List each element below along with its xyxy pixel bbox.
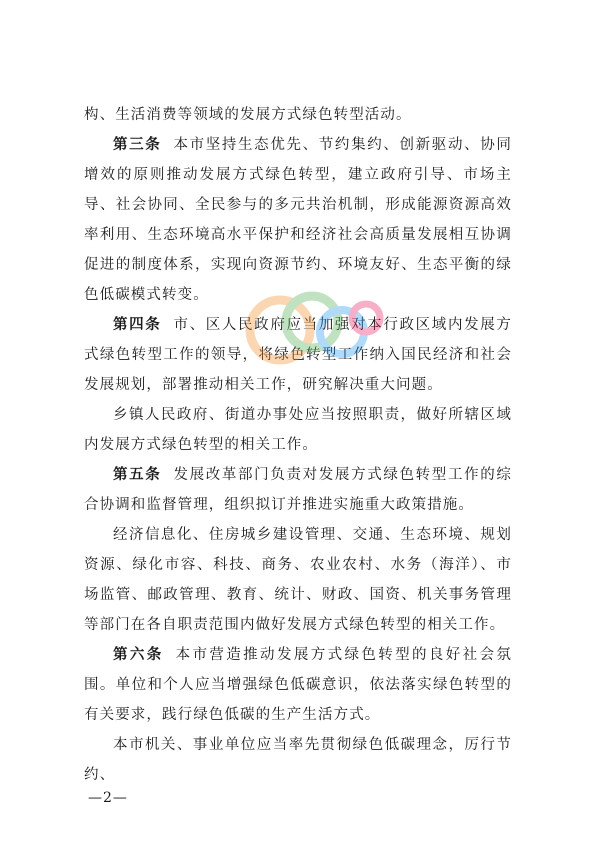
paragraph-text: 乡镇人民政府、街道办事处应当按照职责，做好所辖区域内发展方式绿色转型的相关工作。 (84, 407, 512, 453)
article-6-paragraph (84, 640, 512, 730)
paragraph-text: 市、区人民政府应当加强对本行政区域内发展方式绿色转型工作的领导，将绿色转型工作纳入国民经济和社会发展规划，部署推动相关工作，研究解决重大问题。 (84, 317, 512, 393)
article-6-subparagraph (84, 730, 512, 790)
paragraph-text: 发展改革部门负责对发展方式绿色转型工作的综合协调和监督管理，组织拟订并推进实施重大政策措施。 (84, 467, 512, 513)
paragraph-text: 经济信息化、住房城乡建设管理、交通、生态环境、规划资源、绿化市容、科技、商务、农业农村、水务（海洋）、市场监管、邮政管理、教育、统计、财政、国资、机关事务管理等部门在各自职责范围内做好发展方式绿色转型的相关工作。 (84, 527, 512, 633)
article-4-subparagraph (84, 400, 512, 460)
article-number: 第六条 (113, 646, 164, 663)
document-body (84, 100, 512, 790)
paragraph-text: 本市坚持生态优先、节约集约、创新驱动、协同增效的原则推动发展方式绿色转型，建立政府引导、市场主导、社会协同、全民参与的多元共治机制，形成能源资源高效率利用、生态环境高水平保护和经济社会高质量发展相互协调促进的制度体系，实现向资源节约、环境友好、生态平衡的绿色低碳模式转变。 (84, 137, 512, 303)
page-number: —2— (88, 790, 128, 806)
paragraph-text: 本市机关、事业单位应当率先贯彻绿色低碳理念，厉行节约、 (84, 737, 512, 783)
article-number: 第三条 (113, 136, 162, 153)
article-4-paragraph (84, 310, 512, 400)
paragraph-continuation (84, 100, 512, 130)
article-5-paragraph (84, 460, 512, 520)
paragraph-text: 构、生活消费等领域的发展方式绿色转型活动。 (84, 107, 412, 123)
paragraph-text: 本市营造推动发展方式绿色转型的良好社会氛围。单位和个人应当增强绿色低碳意识，依法落实绿色转型的有关要求，践行绿色低碳的生产生活方式。 (84, 647, 512, 723)
article-5-subparagraph (84, 520, 512, 640)
article-number: 第五条 (113, 466, 162, 483)
article-3-paragraph (84, 130, 512, 310)
article-number: 第四条 (113, 316, 162, 333)
